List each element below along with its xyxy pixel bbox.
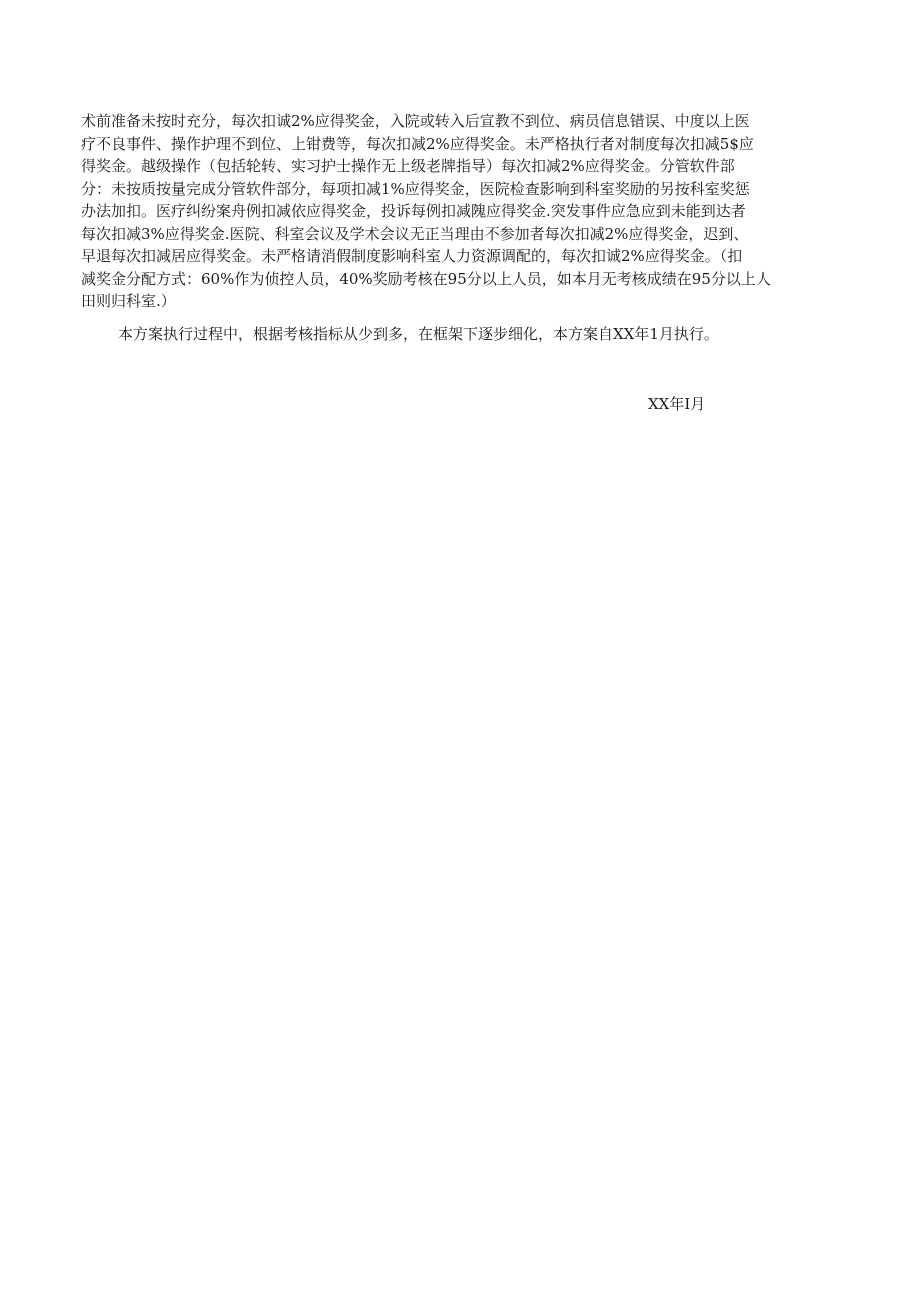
document-date: XX年I月	[648, 395, 706, 413]
body-paragraph-deduction-rules: 术前准备未按时充分，每次扣诚2%应得奖金，入院或转入后宣教不到位、病员信息错误、中度以上医 疗不良事件、操作护理不到位、上钳费等，每次扣减2%应得奖金。未严格执行者对制度每次扣减5$应 得奖金。越级操作（包括轮转、实习护士操作无上级老牌指导）每次扣减2%应得奖金。分管软件部 分：未按质按量完成分管软件部分，每项扣减1%应得奖金，医院检查影响到科室奖励的另按科室奖惩 办法加扣。医疗纠纷案舟例扣减依应得奖金，投诉每例扣减隗应得奖金.突发事件应急应到未能到达者 每次扣减3%应得奖金.医院、科室会议及学术会议无正当理由不参加者每次扣减2%应得奖金，迟到、 早退每次扣减居应得奖金。未严格请消假制度影响科室人力资源调配的，每次扣诚2%应得奖金。（扣 减奖金分配方式：60%作为侦控人员，40%奖励考核在95分以上人员，如本月无考核成绩在95分以上人 田则归科室.）	[81, 112, 771, 310]
body-paragraph-implementation: 本方案执行过程中，根据考核指标从少到多，在框架下逐步细化，本方案自XX年1月执行。	[118, 325, 719, 343]
